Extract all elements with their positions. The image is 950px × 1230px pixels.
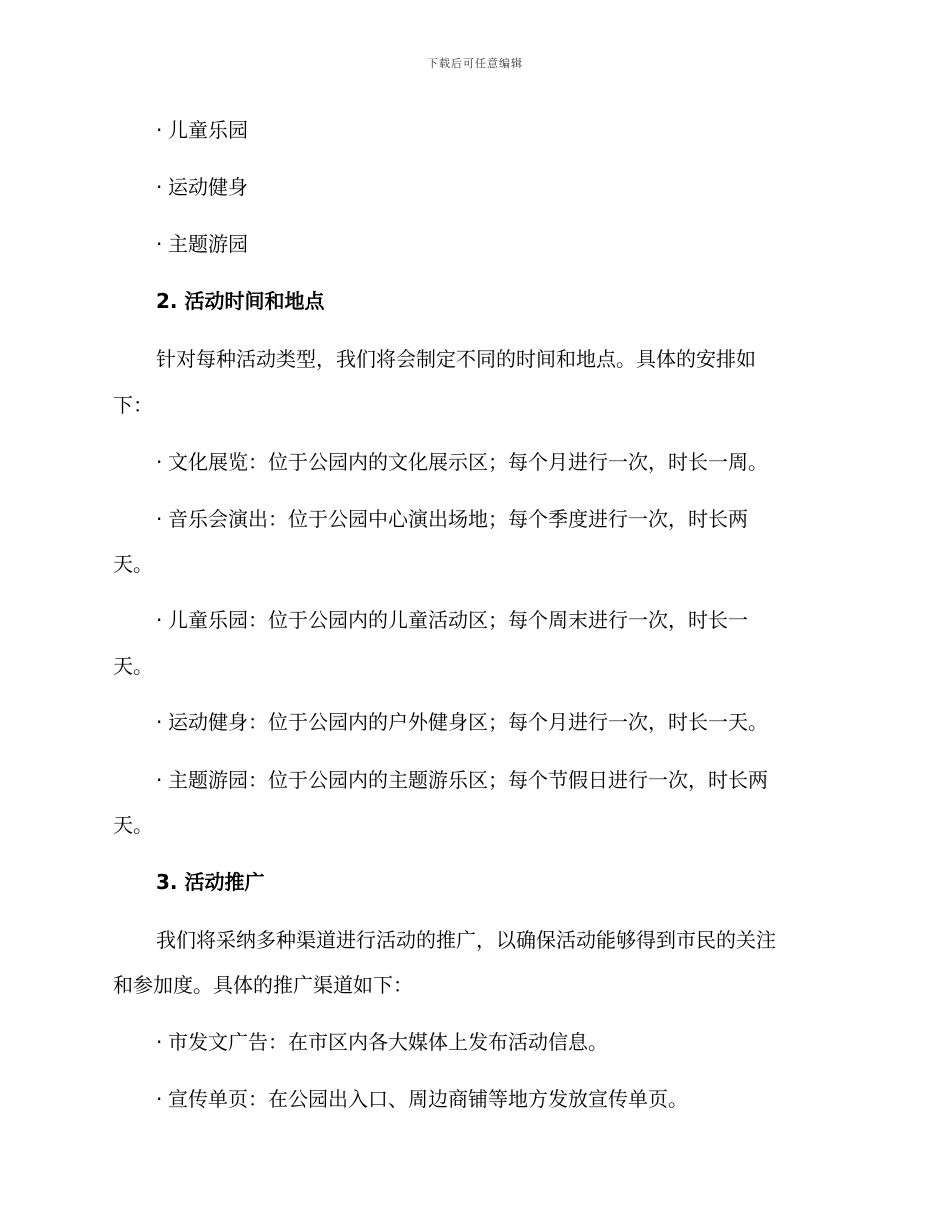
list-item-text: 运动健身 — [168, 175, 248, 199]
paragraph-line: 下： — [113, 393, 153, 417]
list-item-text: 宣传单页：在公园出入口、周边商铺等地方发放宣传单页。 — [168, 1087, 688, 1111]
bullet: · — [156, 507, 163, 531]
bullet: · — [156, 175, 163, 199]
section-heading: 2. 活动时间和地点 — [156, 289, 325, 313]
list-item-text: 主题游园 — [168, 232, 248, 256]
paragraph-line: 针对每种活动类型，我们将会制定不同的时间和地点。具体的安排如 — [156, 347, 756, 371]
paragraph-line: 和参加度。具体的推广渠道如下： — [113, 973, 413, 997]
section-heading: 3. 活动推广 — [156, 870, 265, 894]
bullet: · — [156, 768, 163, 792]
list-item-text: 音乐会演出：位于公园中心演出场地；每个季度进行一次，时长两 — [168, 507, 748, 531]
list-item-text: 运动健身：位于公园内的户外健身区；每个月进行一次，时长一天。 — [168, 710, 768, 734]
list-item-text: 文化展览：位于公园内的文化展示区；每个月进行一次，时长一周。 — [168, 450, 768, 474]
paragraph-line: 我们将采纳多种渠道进行活动的推广，以确保活动能够得到市民的关注 — [156, 928, 776, 952]
list-item-continuation: 天。 — [113, 813, 153, 837]
list-item-continuation: 天。 — [113, 552, 153, 576]
list-item-text: 儿童乐园 — [168, 118, 248, 142]
page-header: 下载后可任意编辑 — [427, 57, 523, 70]
bullet: · — [156, 710, 163, 734]
list-item — [0, 1087, 950, 1111]
bullet: · — [156, 450, 163, 474]
bullet: · — [156, 1030, 163, 1054]
list-item — [0, 450, 950, 474]
list-item-continuation: 天。 — [113, 654, 153, 678]
list-item — [0, 768, 950, 792]
bullet: · — [156, 608, 163, 632]
bullet: · — [156, 232, 163, 256]
list-item-text: 市发文广告：在市区内各大媒体上发布活动信息。 — [168, 1030, 608, 1054]
bullet: · — [156, 118, 163, 142]
list-item — [0, 175, 950, 199]
bullet: · — [156, 1087, 163, 1111]
list-item — [0, 232, 950, 256]
list-item — [0, 608, 950, 632]
list-item — [0, 710, 950, 734]
list-item — [0, 118, 950, 142]
list-item-text: 主题游园：位于公园内的主题游乐区；每个节假日进行一次，时长两 — [168, 768, 768, 792]
list-item-text: 儿童乐园：位于公园内的儿童活动区；每个周末进行一次，时长一 — [168, 608, 748, 632]
list-item — [0, 507, 950, 531]
list-item — [0, 1030, 950, 1054]
